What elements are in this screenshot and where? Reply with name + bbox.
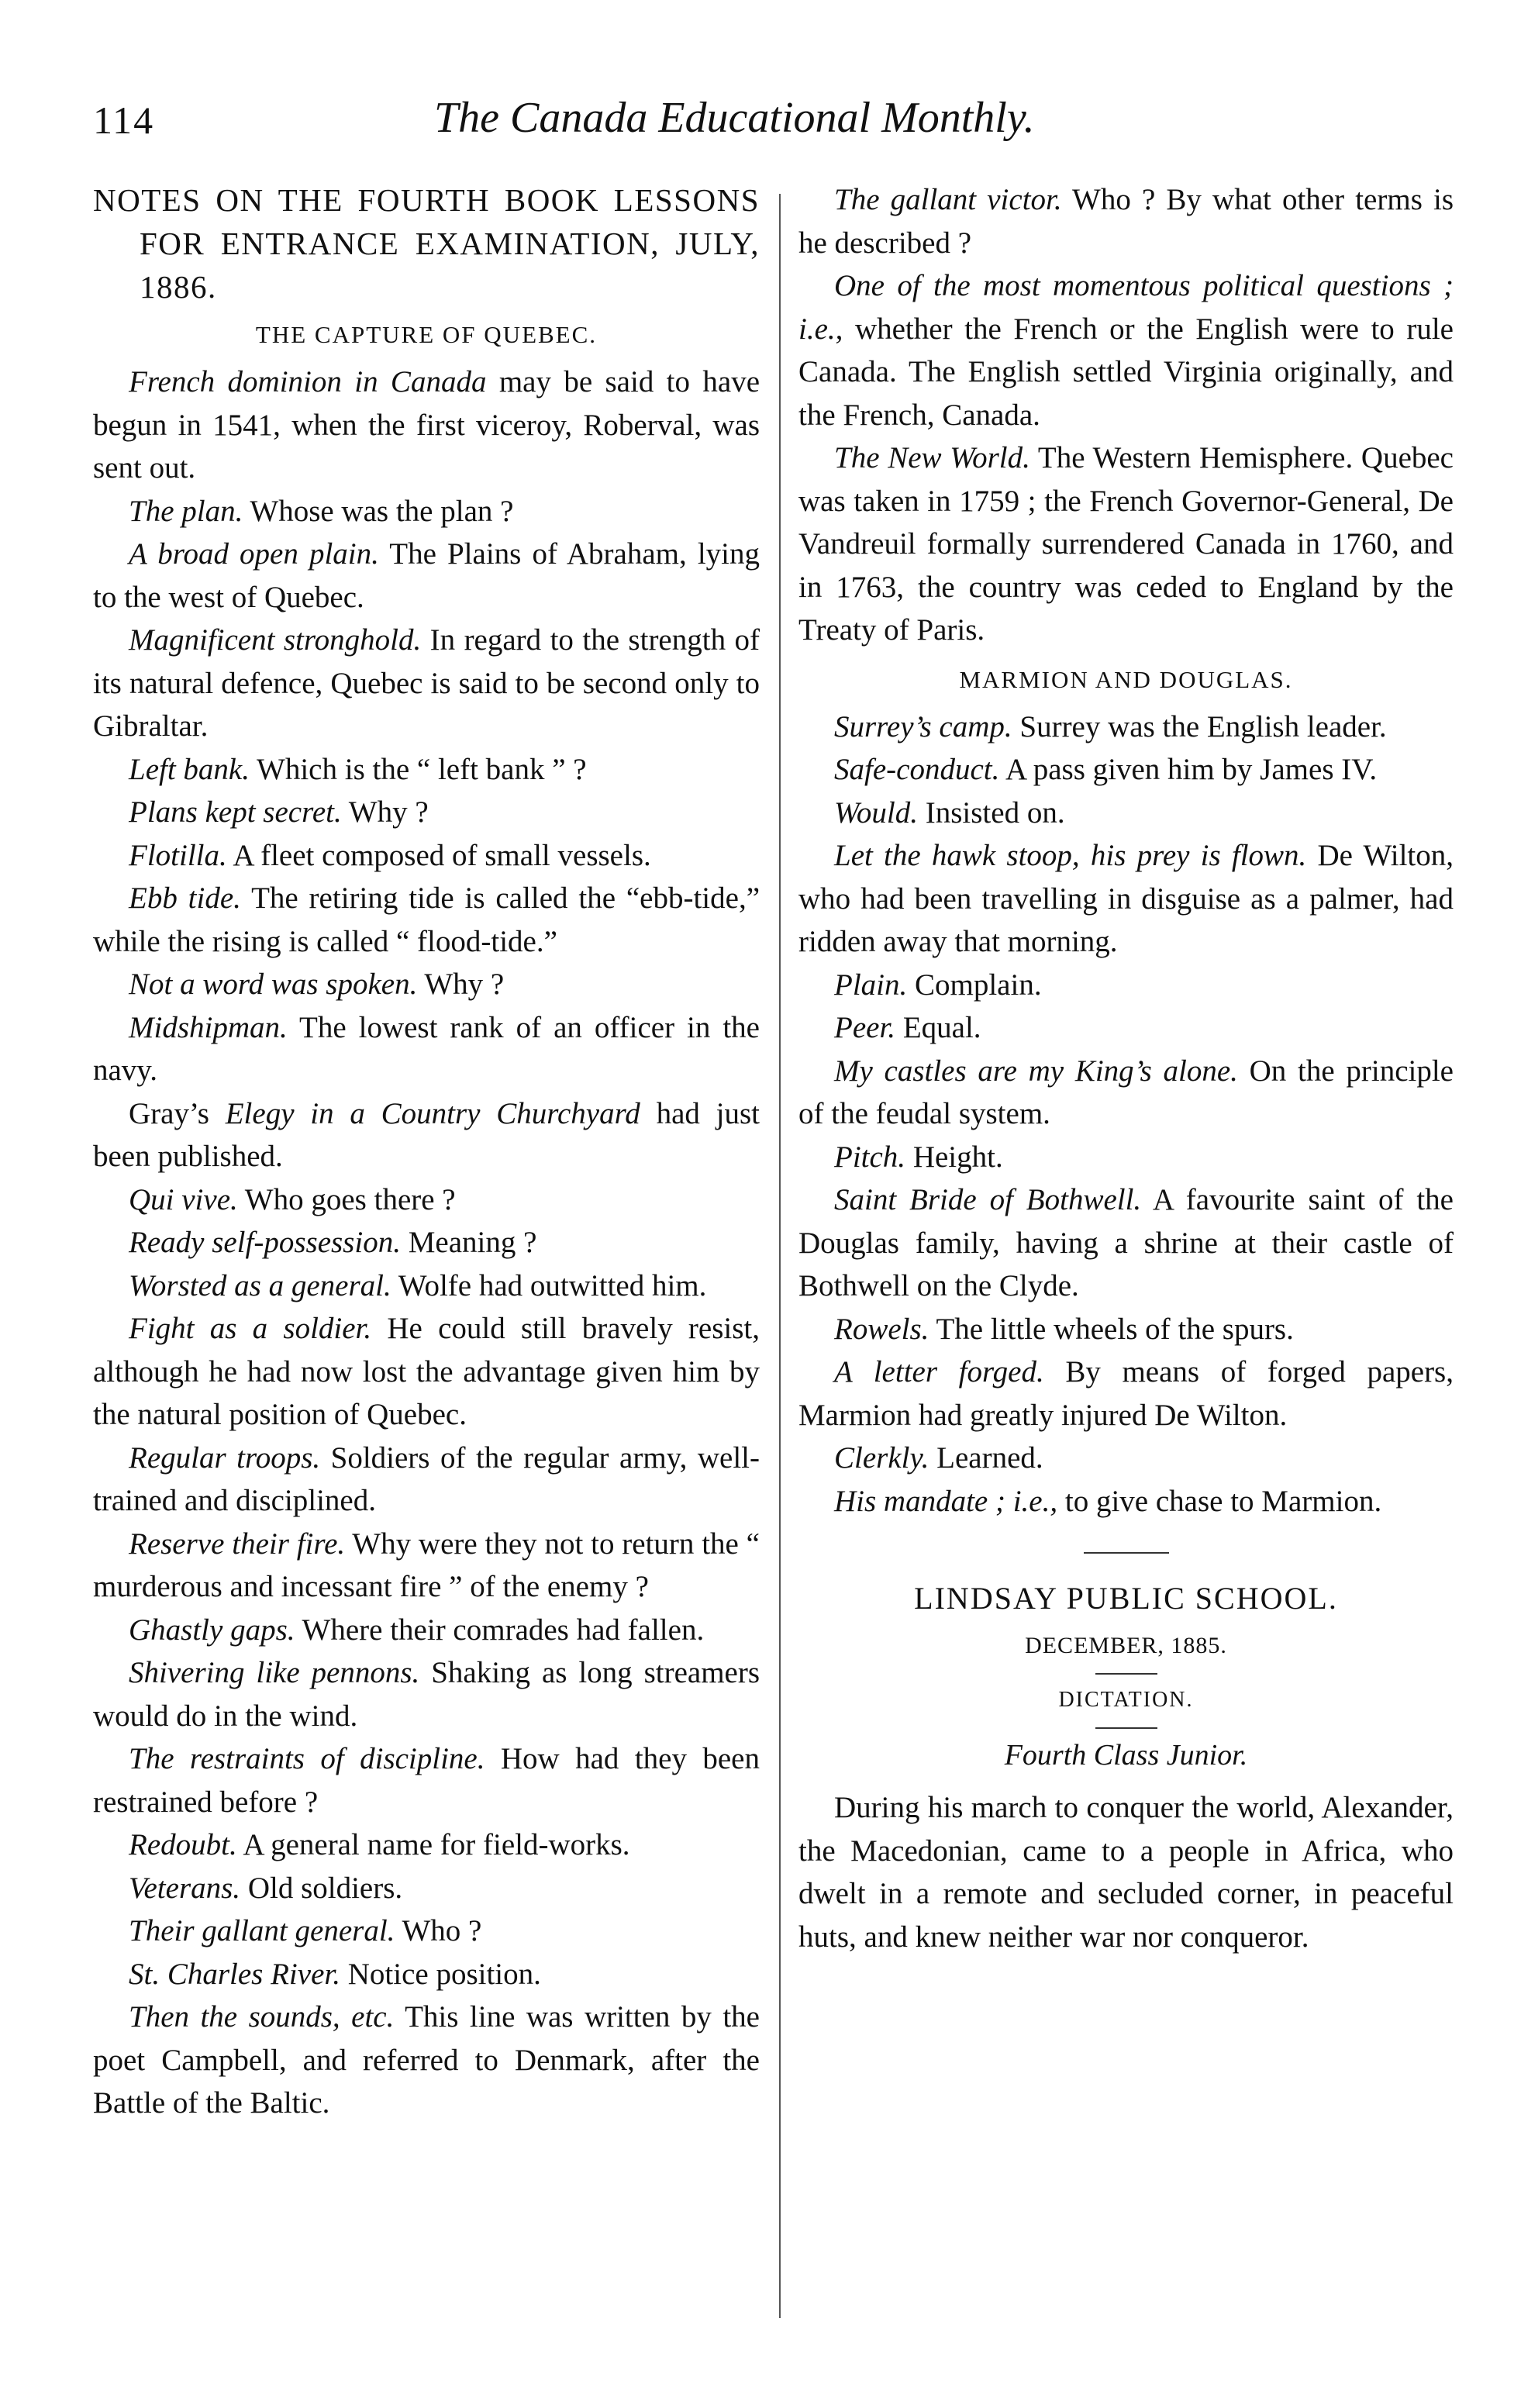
note-text: In regard to the strength of its natural defence, Quebec is said to be second only to Gibraltar. [93, 623, 760, 743]
note-entry [93, 1221, 760, 1264]
note-entry [798, 792, 1454, 835]
note-term: Rowels. [834, 1312, 929, 1346]
note-text: He could still bravely resist, although he had now lost the advantage given him by the natural position of Quebec. [93, 1312, 760, 1431]
note-term: A letter forged. [834, 1355, 1044, 1389]
note-term: Would. [834, 795, 918, 830]
dictation-passage: During his march to conquer the world, Alexander, the Macedonian, came to a people in Africa, who dwelt in a remote and secluded corner, in peaceful huts, and knew neither war nor conqueror. [798, 1791, 1454, 1954]
note-text: Wolfe had outwitted him. [391, 1268, 707, 1302]
note-text: The Plains of Abraham, lying to the west of Quebec. [93, 537, 760, 614]
note-term: Plain. [834, 968, 908, 1002]
note-term: Ghastly gaps. [129, 1613, 295, 1647]
note-text: How had they been restrained before ? [93, 1742, 760, 1819]
note-entry [798, 1178, 1454, 1308]
note-term: Qui vive. [129, 1182, 238, 1216]
note-entry [93, 1264, 760, 1308]
note-text: Equal. [895, 1011, 981, 1044]
date-divider [1095, 1673, 1157, 1675]
article-title: NOTES ON THE FOURTH BOOK LESSONS FOR ENTRANCE EXAMINATION, JULY, 1886. [93, 182, 760, 305]
note-text: A fleet composed of small vessels. [226, 838, 651, 872]
note-entry [93, 1953, 760, 1996]
note-text: Insisted on. [918, 795, 1065, 830]
note-term: The gallant victor. [834, 183, 1062, 216]
note-text: Meaning ? [400, 1226, 537, 1259]
note-entry [798, 1050, 1454, 1136]
note-term: Surrey’s camp. [834, 709, 1012, 743]
note-text: The lowest rank of an officer in the navy. [93, 1010, 760, 1087]
note-text: A favourite saint of the Douglas family, having a shrine at their castle of Bothwell on the Clyde. [798, 1183, 1454, 1302]
note-entry [93, 1609, 760, 1652]
note-term: Let the hawk stoop, his prey is flown. [834, 839, 1307, 872]
note-text: The Western Hemisphere. Quebec was taken in 1759 ; the French Governor-General, De Vandreuil formally surrendered Canada in 1760, and in 1763, the country was ceded to England by the Treaty of Paris. [798, 441, 1454, 647]
note-term: Pitch. [834, 1140, 906, 1174]
note-text: Height. [905, 1140, 1003, 1174]
note-entry [798, 1136, 1454, 1179]
note-text: may be said to have begun in 1541, when the first viceroy, Roberval, was sent out. [93, 365, 760, 485]
note-text: By means of forged papers, Marmion had greatly injured De Wilton. [798, 1355, 1454, 1432]
note-entry [798, 178, 1454, 264]
note-entry [93, 1737, 760, 1823]
note-entry [798, 1308, 1454, 1351]
right-column [798, 178, 1454, 1958]
note-term: Shivering like pennons. [129, 1656, 420, 1689]
note-entry [93, 791, 760, 834]
note-text: Who ? By what other terms is he described ? [798, 183, 1454, 260]
note-entry [93, 1909, 760, 1953]
note-term: The plan. [129, 494, 243, 528]
note-term: Redoubt. [129, 1828, 237, 1861]
note-text: Old soldiers. [240, 1871, 403, 1905]
class-name: Fourth Class Junior. [1004, 1739, 1248, 1772]
note-entry [798, 1006, 1454, 1050]
note-entry [93, 1651, 760, 1737]
note-term: A broad open plain. [129, 537, 379, 571]
school-title: LINDSAY PUBLIC SCHOOL. [914, 1581, 1338, 1616]
note-entry [93, 1823, 760, 1867]
note-entry [93, 748, 760, 792]
note-entry [93, 1437, 760, 1523]
section-subtitle-quebec: THE CAPTURE OF QUEBEC. [255, 321, 598, 348]
note-term: Plans kept secret. [129, 795, 342, 829]
note-term: Veterans. [129, 1871, 241, 1905]
note-term: Not a word was spoken. [129, 968, 418, 1001]
note-text: Notice position. [340, 1957, 541, 1991]
note-term: Then the sounds, etc. [129, 2000, 395, 2034]
note-term: Reserve their fire. [129, 1527, 346, 1561]
school-date: DECEMBER, 1885. [1025, 1633, 1227, 1658]
note-term: His mandate ; i.e., [834, 1484, 1058, 1518]
note-entry [93, 834, 760, 878]
note-text: Why ? [341, 795, 429, 829]
label-divider [1095, 1727, 1157, 1729]
note-text: This line was written by the poet Campbell, and referred to Denmark, after the Battle of the Baltic. [93, 2000, 760, 2120]
note-term: Midshipman. [129, 1010, 288, 1044]
left-notes-list [93, 361, 760, 2125]
note-term: Fight as a soldier. [129, 1312, 372, 1345]
note-text: Surrey was the English leader. [1012, 709, 1387, 743]
right-notes-list-marmion [798, 705, 1454, 1523]
note-text: The retiring tide is called the “ebb-tide,” while the rising is called “ flood-tide.” [93, 881, 760, 958]
note-entry [93, 1178, 760, 1222]
note-entry [93, 1996, 760, 2125]
note-entry [798, 834, 1454, 964]
note-term: The restraints of discipline. [129, 1742, 485, 1775]
note-term: French dominion in Canada [129, 365, 487, 398]
note-entry [93, 877, 760, 963]
note-entry [798, 1437, 1454, 1480]
note-term: Their gallant general. [129, 1914, 395, 1947]
note-entry [798, 748, 1454, 792]
note-entry [93, 533, 760, 619]
note-term: Peer. [834, 1011, 896, 1044]
note-text: On the principle of the feudal system. [798, 1054, 1454, 1130]
section-subtitle-marmion: MARMION AND DOUGLAS. [959, 665, 1293, 693]
note-text: Soldiers of the regular army, well-trained and disciplined. [93, 1440, 760, 1517]
note-term: Safe-conduct. [834, 753, 1000, 786]
note-text: Whose was the plan ? [243, 494, 514, 528]
note-term: St. Charles River. [129, 1957, 340, 1991]
note-term: Worsted as a general. [129, 1268, 391, 1302]
note-text: Who ? [395, 1914, 482, 1947]
note-term: One of the most momentous political questions ; i.e., [798, 269, 1454, 346]
note-entry [93, 1307, 760, 1437]
running-head [93, 93, 1457, 155]
note-term: Saint Bride of Bothwell. [834, 1183, 1142, 1216]
note-term: Magnificent stronghold. [129, 623, 422, 657]
note-text: Which is the “ left bank ” ? [249, 752, 587, 786]
note-text: to give chase to Marmion. [1057, 1484, 1382, 1518]
note-term: Ready self-possession. [129, 1226, 401, 1259]
note-text: Who goes there ? [237, 1182, 456, 1216]
note-entry [93, 1867, 760, 1910]
section-divider [1084, 1552, 1169, 1554]
note-text: Why ? [417, 968, 505, 1001]
note-text: Where their comrades had fallen. [295, 1613, 705, 1647]
note-entry [798, 705, 1454, 749]
note-term: Ebb tide. [129, 881, 241, 915]
note-text: whether the French or the English were to rule Canada. The English settled Virginia originally, and the French, Canada. [798, 312, 1454, 432]
note-text: Why were they not to return the “ murderous and incessant fire ” of the enemy ? [93, 1527, 760, 1603]
note-entry [93, 361, 760, 490]
note-entry [798, 436, 1454, 652]
note-text: The little wheels of the spurs. [929, 1312, 1294, 1346]
note-text: De Wilton, who had been travelling in disguise as a palmer, had ridden away that morning. [798, 839, 1454, 958]
column-divider [779, 194, 781, 2318]
note-entry [798, 264, 1454, 436]
note-term: My castles are my King’s alone. [834, 1054, 1238, 1088]
page-number: 114 [93, 98, 155, 142]
note-text: Complain. [907, 968, 1042, 1002]
journal-title: The Canada Educational Monthly. [434, 94, 1035, 142]
note-text: A general name for field-works. [236, 1828, 630, 1861]
note-prefix: Gray’s [129, 1096, 226, 1130]
note-entry [798, 1480, 1454, 1523]
note-entry [798, 1351, 1454, 1437]
note-text: had just been published. [93, 1096, 760, 1173]
note-entry [93, 619, 760, 748]
note-text: Learned. [929, 1441, 1043, 1475]
note-entry [93, 1092, 760, 1178]
note-entry [93, 1523, 760, 1609]
note-term: Flotilla. [129, 838, 227, 872]
note-term: Clerkly. [834, 1441, 929, 1475]
note-entry [798, 964, 1454, 1007]
note-text: A pass given him by James IV. [999, 753, 1378, 786]
note-text: Shaking as long streamers would do in the wind. [93, 1656, 760, 1733]
note-entry [93, 490, 760, 533]
note-term: The New World. [834, 441, 1030, 474]
note-entry [93, 1006, 760, 1092]
left-column [93, 178, 760, 2125]
note-term: Left bank. [129, 752, 250, 786]
dictation-label: DICTATION. [1058, 1688, 1194, 1712]
note-term: Regular troops. [129, 1440, 321, 1475]
note-entry [93, 963, 760, 1006]
right-notes-list-quebec [798, 178, 1454, 652]
note-term: Elegy in a Country Churchyard [225, 1096, 640, 1130]
